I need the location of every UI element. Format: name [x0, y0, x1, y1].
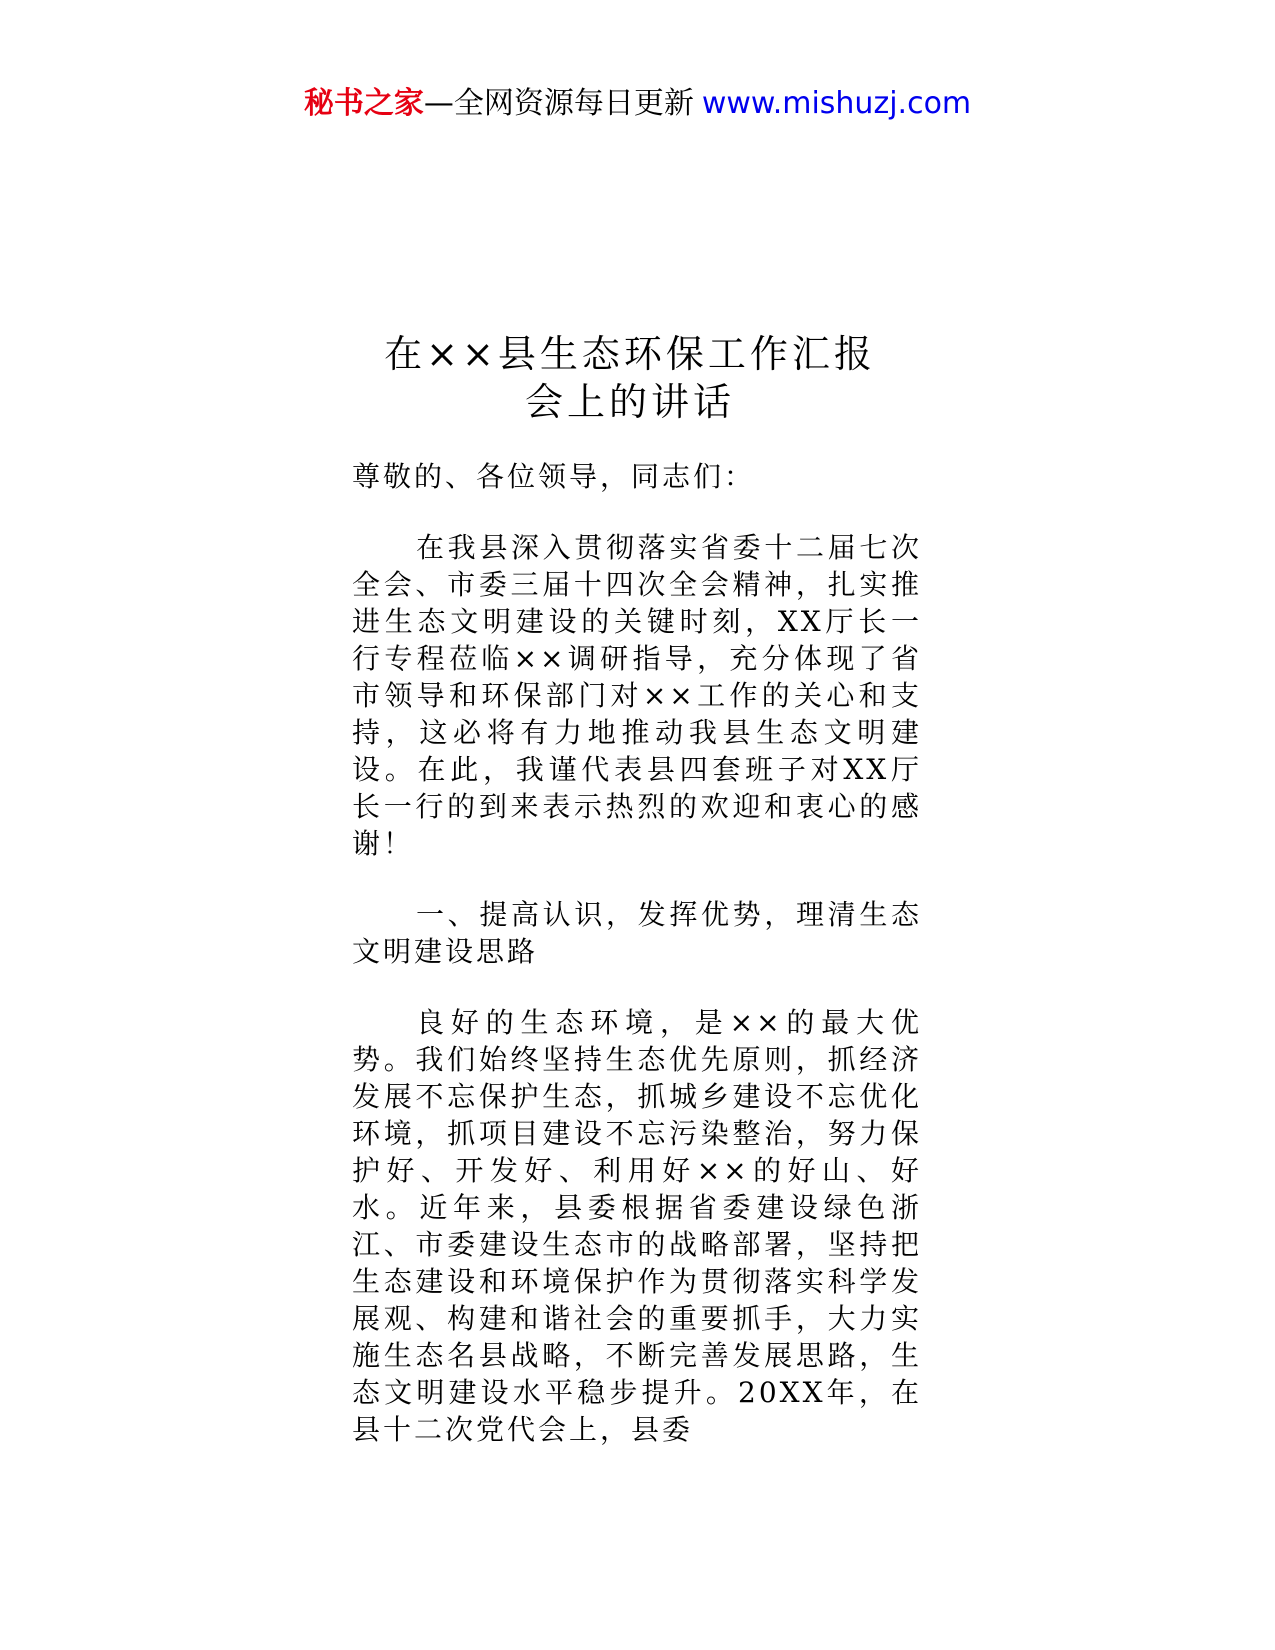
site-url-link[interactable]: www.mishuzj.com — [701, 86, 972, 121]
document-title-line-1: 在××县生态环保工作汇报 — [384, 332, 876, 376]
site-header — [0, 84, 1275, 124]
salutation: 尊敬的、各位领导，同志们： — [352, 460, 756, 493]
document-body — [352, 458, 922, 1448]
paragraph-section-1: 良好的生态环境，是××的最大优势。我们始终坚持生态优先原则，抓经济发展不忘保护生态，抓城乡建设不忘优化环境，抓项目建设不忘污染整治，努力保护好、开发好、利用好××的好山、好水。近年来，县委根据省委建设绿色浙江、市委建设生态市的战略部署，坚持把生态建设和环境保护作为贯彻落实科学发展观、构建和谐社会的重要抓手，大力实施生态名县战略，不断完善发展思路，生态文明建设水平稳步提升。20XX年，在县十二次党代会上，县委 — [352, 1006, 922, 1446]
document-title-line-2: 会上的讲话 — [524, 380, 735, 424]
document-title — [340, 330, 920, 426]
section-heading-1: 一、提高认识，发挥优势，理清生态文明建设思路 — [352, 898, 922, 968]
site-tagline: —全网资源每日更新 — [423, 86, 694, 121]
paragraph-opening: 在我县深入贯彻落实省委十二届七次全会、市委三届十四次全会精神，扎实推进生态文明建设的关键时刻，XX厅长一行专程莅临××调研指导，充分体现了省市领导和环保部门对××工作的关心和支持，这必将有力地推动我县生态文明建设。在此，我谨代表县四套班子对XX厅长一行的到来表示热烈的欢迎和衷心的感谢！ — [352, 531, 922, 860]
site-brand: 秘书之家 — [303, 86, 424, 121]
